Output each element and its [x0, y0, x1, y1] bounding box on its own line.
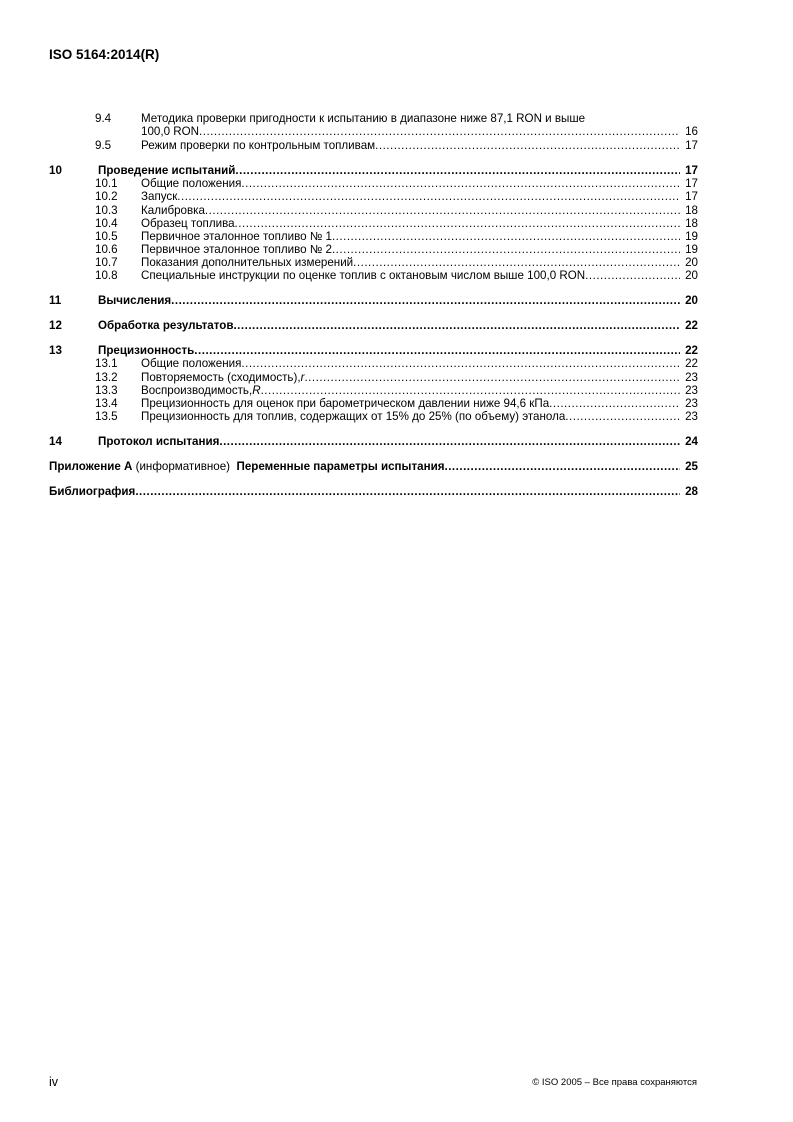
toc-entry-page: 20	[685, 269, 698, 283]
toc-entry-13-5[interactable]	[49, 410, 698, 423]
toc-entry-10-2[interactable]	[49, 190, 698, 203]
toc-annex-title: Переменные параметры испытания	[236, 459, 445, 473]
toc-entry-10-3[interactable]	[49, 204, 698, 217]
page-number: iv	[49, 1075, 59, 1089]
toc-entry-page: 18	[685, 203, 698, 217]
toc-entry-title: Режим проверки по контрольным топливам	[141, 139, 376, 153]
toc-entry-10-5[interactable]	[49, 230, 698, 243]
document-header: ISO 5164:2014(R)	[49, 47, 160, 62]
toc-leader	[375, 139, 680, 152]
toc-entry-page: 22	[685, 357, 698, 371]
toc-leader	[241, 177, 680, 190]
toc-entry-page: 17	[685, 177, 698, 191]
toc-entry-title: Показания дополнительных измерений	[141, 255, 354, 269]
toc-leader	[235, 164, 680, 177]
toc-section-number: 11	[49, 294, 62, 308]
toc-section-page: 17	[685, 164, 698, 178]
toc-entry-title: Прецизионность для топлив, содержащих от 15% до 25% (по объему) этанола	[141, 409, 566, 423]
toc-section-title: Прецизионность	[98, 344, 195, 358]
toc-entry-13-4[interactable]	[49, 397, 698, 410]
toc-entry-number: 10.5	[95, 229, 118, 243]
toc-leader	[444, 460, 680, 473]
toc-leader	[241, 357, 680, 370]
toc-entry-number: 13.5	[95, 409, 118, 423]
toc-entry-10-8[interactable]	[49, 269, 698, 282]
toc-entry-10-6[interactable]	[49, 243, 698, 256]
toc-section-12[interactable]	[49, 319, 698, 332]
toc-bibliography[interactable]	[49, 485, 698, 498]
toc-entry-10-7[interactable]	[49, 256, 698, 269]
toc-entry-number: 10.7	[95, 255, 118, 269]
toc-entry-number: 13.3	[95, 383, 118, 397]
toc-section-title: Проведение испытаний	[98, 164, 236, 178]
toc-entry-number: 10.1	[95, 177, 118, 191]
toc-entry-page: 17	[685, 190, 698, 204]
toc-section-page: 22	[685, 344, 698, 358]
toc-section-page: 22	[685, 319, 698, 333]
toc-entry-title: Первичное эталонное топливо № 1	[141, 229, 332, 243]
toc-entry-10-4[interactable]	[49, 217, 698, 230]
toc-entry-title: Воспроизводимость,	[141, 383, 253, 397]
toc-section-number: 14	[49, 434, 62, 448]
toc-leader	[135, 485, 680, 498]
toc-entry-title: Прецизионность для оценок при барометрическом давлении ниже 94,6 кПа	[141, 396, 550, 410]
copyright-notice: © ISO 2005 – Все права сохраняются	[532, 1077, 697, 1088]
toc-section-title: Вычисления	[98, 294, 172, 308]
toc-leader	[585, 269, 680, 282]
toc-entry-symbol: r	[300, 370, 305, 384]
toc-bibliography-page: 28	[685, 485, 698, 499]
toc-leader	[233, 319, 680, 332]
toc-leader	[565, 410, 680, 423]
toc-annex-type: (информативное)	[132, 459, 237, 473]
toc-annex-page: 25	[685, 459, 698, 473]
toc-section-number: 10	[49, 164, 62, 178]
toc-entry-number: 10.6	[95, 242, 118, 256]
toc-entry-10-1[interactable]	[49, 177, 698, 190]
toc-section-page: 24	[685, 434, 698, 448]
toc-entry-page: 16	[685, 125, 698, 139]
toc-entry-page: 17	[685, 139, 698, 153]
toc-section-11[interactable]	[49, 294, 698, 307]
toc-leader	[219, 435, 680, 448]
toc-leader	[549, 397, 680, 410]
toc-entry-title-line1: Методика проверки пригодности к испытанию в диапазоне ниже 87,1 RON и выше	[141, 112, 586, 125]
toc-section-10[interactable]	[49, 164, 698, 177]
toc-section-number: 12	[49, 319, 62, 333]
toc-entry-title: Общие положения	[141, 177, 242, 191]
toc-entry-page: 19	[685, 229, 698, 243]
toc-entry-number: 10.8	[95, 269, 118, 283]
toc-entry-title-line2: 100,0 RON	[141, 125, 199, 139]
toc-entry-number: 10.3	[95, 203, 118, 217]
toc-entry-title: Повторяемость (сходимость),	[141, 370, 301, 384]
toc-entry-number: 9.4	[95, 112, 112, 125]
toc-leader	[171, 294, 680, 307]
toc-leader	[235, 217, 680, 230]
toc-annex-a[interactable]	[49, 460, 698, 473]
toc-entry-number: 9.5	[95, 139, 112, 153]
toc-entry-title: Запуск	[141, 190, 178, 204]
toc-entry-page: 18	[685, 216, 698, 230]
toc-leader	[205, 204, 680, 217]
toc-entry-number: 10.4	[95, 216, 118, 230]
toc-entry-title: Образец топлива	[141, 216, 235, 230]
toc-leader	[332, 243, 680, 256]
toc-entry-9-4-continuation[interactable]	[49, 125, 698, 138]
toc-section-number: 13	[49, 344, 62, 358]
toc-leader	[332, 230, 680, 243]
toc-entry-page: 19	[685, 242, 698, 256]
toc-entry-number: 13.1	[95, 357, 118, 371]
toc-entry-13-3[interactable]	[49, 384, 698, 397]
toc-entry-page: 23	[685, 370, 698, 384]
toc-entry-number: 10.2	[95, 190, 118, 204]
toc-entry-title: Специальные инструкции по оценке топлив с октановым числом выше 100,0 RON	[141, 269, 586, 283]
toc-section-title: Обработка результатов	[98, 319, 234, 333]
toc-entry-title: Первичное эталонное топливо № 2	[141, 242, 332, 256]
toc-bibliography-title: Библиография	[49, 485, 136, 499]
toc-entry-13-1[interactable]	[49, 357, 698, 370]
toc-entry-title: Общие положения	[141, 357, 242, 371]
toc-section-title: Протокол испытания	[98, 434, 220, 448]
toc-entry-page: 23	[685, 383, 698, 397]
toc-section-page: 20	[685, 294, 698, 308]
toc-entry-number: 13.4	[95, 396, 118, 410]
toc-entry-9-4[interactable]	[49, 112, 698, 125]
table-of-contents	[49, 112, 698, 498]
toc-leader	[199, 125, 680, 138]
toc-section-13[interactable]	[49, 344, 698, 357]
toc-entry-page: 23	[685, 409, 698, 423]
toc-leader	[353, 256, 680, 269]
toc-entry-title: Калибровка	[141, 203, 205, 217]
toc-annex-label: Приложение A	[49, 459, 133, 473]
toc-section-14[interactable]	[49, 435, 698, 448]
toc-entry-number: 13.2	[95, 370, 118, 384]
toc-entry-9-5[interactable]	[49, 139, 698, 152]
toc-entry-page: 20	[685, 255, 698, 269]
toc-leader	[177, 190, 680, 203]
toc-entry-13-2[interactable]	[49, 371, 698, 384]
toc-entry-symbol: R	[252, 383, 261, 397]
toc-leader	[194, 344, 680, 357]
toc-leader	[304, 371, 680, 384]
toc-leader	[261, 384, 680, 397]
toc-entry-page: 23	[685, 396, 698, 410]
